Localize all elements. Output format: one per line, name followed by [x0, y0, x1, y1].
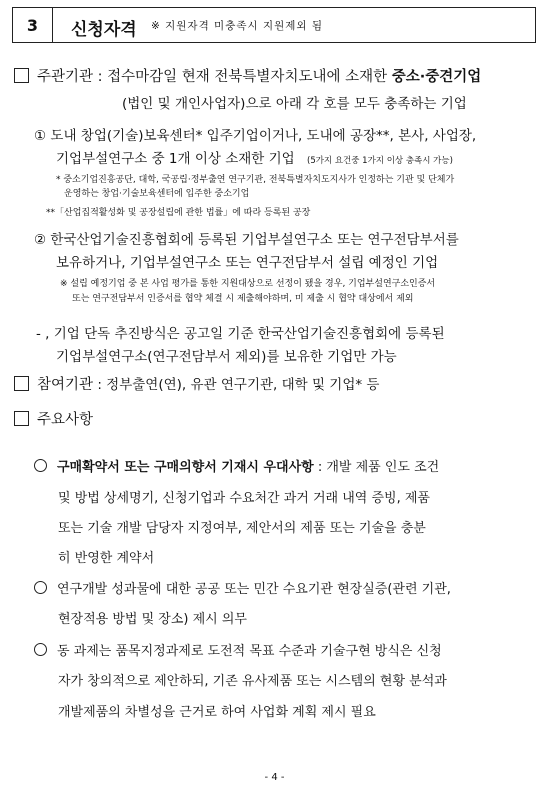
item2-line1-text: 한국산업기술진흥협회에 등록된 기업부설연구소 또는 연구전담부서를	[50, 232, 459, 248]
notes-p1-line4: 히 반영한 계약서	[58, 551, 155, 566]
notes-p2-line1	[34, 578, 451, 597]
participant-row	[14, 373, 379, 394]
notes-p3-line1	[34, 640, 442, 659]
notes-p3-line1-text: 동 과제는 품목지정과제로 도전적 목표 수준과 기술구현 방식은 신청	[57, 644, 442, 659]
host-note1-line2: 운영하는 창업·기술보육센터에 입주한 중소기업	[64, 189, 250, 199]
host-line1-text: 접수마감일 현재 전북특별자치도내에 소재한	[107, 69, 392, 85]
host-note3-line1: ※ 설립 예정기업 중 본 사업 평가를 통한 지원대상으로 선정이 됐을 경우, 기업부설연구소인증서	[60, 279, 436, 289]
item1-aside: (5가지 요건중 1가지 이상 충족시 가능)	[307, 156, 453, 166]
notes-p3-line3: 개발제품의 차별성을 근거로 하여 사업화 계획 제시 필요	[58, 705, 376, 720]
circle-bullet-icon	[34, 581, 47, 594]
section-header	[12, 7, 536, 43]
host-item2-line2: 보유하거나, 기업부설연구소 또는 연구전담부서 설립 예정인 기업	[56, 255, 439, 271]
section-note: ※ 지원자격 미충족시 지원제외 됨	[151, 20, 324, 32]
checkbox-square-icon	[14, 68, 29, 83]
notes-p2-line1-text: 연구개발 성과물에 대한 공공 또는 민간 수요기관 현장실증(관련 기관,	[57, 582, 451, 597]
host-note3-line2: 또는 연구전담부서 인증서를 협약 체결 시 제출해야하며, 미 제출 시 협약 대상에서 제외	[72, 294, 414, 304]
participant-text: : 정부출연(연), 유관 연구기관, 대학 및 기업* 등	[93, 377, 380, 393]
host-item2-line1	[34, 228, 459, 248]
notes-p2-line2: 현장적용 방법 및 장소) 제시 의무	[58, 612, 247, 627]
checkbox-square-icon	[14, 376, 29, 391]
item1-line1-text: 도내 창업(기술)보육센터* 입주기업이거나, 도내에 공장**, 본사, 사업장,	[50, 128, 477, 144]
checkbox-square-icon	[14, 411, 29, 426]
host-line2: (법인 및 개인사업자)으로 아래 각 호를 모두 충족하는 기업	[122, 96, 467, 112]
circle-bullet-icon	[34, 643, 47, 656]
notes-p1-line1	[34, 456, 439, 475]
host-label: 주관기관 :	[37, 69, 103, 85]
notes-p1-rest: : 개발 제품 인도 조건	[313, 460, 440, 475]
item2-number: ②	[34, 232, 47, 248]
host-dash-line2: 기업부설연구소(연구전담부서 제외)를 보유한 기업만 가능	[56, 349, 397, 365]
host-note2: **「산업집적활성화 및 공장설립에 관한 법률」에 따라 등록된 공장	[46, 208, 311, 218]
item1-number: ①	[34, 128, 47, 144]
notes-label: 주요사항	[37, 412, 94, 428]
notes-p1-bold: 구매확약서 또는 구매의향서 기재시 우대사항	[57, 460, 314, 475]
host-dash-line1: - , 기업 단독 추진방식은 공고일 기준 한국산업기술진흥협회에 등록된	[36, 326, 445, 342]
participant-label: 참여기관	[37, 377, 94, 393]
notes-p3-line2: 자가 창의적으로 제안하되, 기존 유사제품 또는 시스템의 현황 분석과	[58, 674, 447, 689]
host-line1-bold: 중소·중견기업	[391, 69, 482, 85]
host-item1-line1	[34, 124, 476, 144]
notes-p1-line3: 또는 기술 개발 담당자 지정여부, 제안서의 제품 또는 기술을 충분	[58, 521, 426, 536]
host-note1-line1: * 중소기업진흥공단, 대학, 국공립·정부출연 연구기관, 전북특별자치도지사가 인정하는 기관 및 단체가	[56, 175, 455, 185]
item1-line2-text: 기업부설연구소 중 1개 이상 소재한 기업	[56, 151, 295, 167]
section-number: 3	[13, 8, 53, 42]
section-title: 신청자격	[71, 20, 137, 40]
host-heading-row	[14, 65, 481, 86]
notes-p1-line2: 및 방법 상세명기, 신청기업과 수요처간 과거 거래 내역 증빙, 제품	[58, 491, 430, 506]
host-item1-line2	[56, 147, 453, 167]
page-number: - 4 -	[264, 772, 285, 783]
circle-bullet-icon	[34, 459, 47, 472]
notes-heading-row	[14, 408, 93, 429]
